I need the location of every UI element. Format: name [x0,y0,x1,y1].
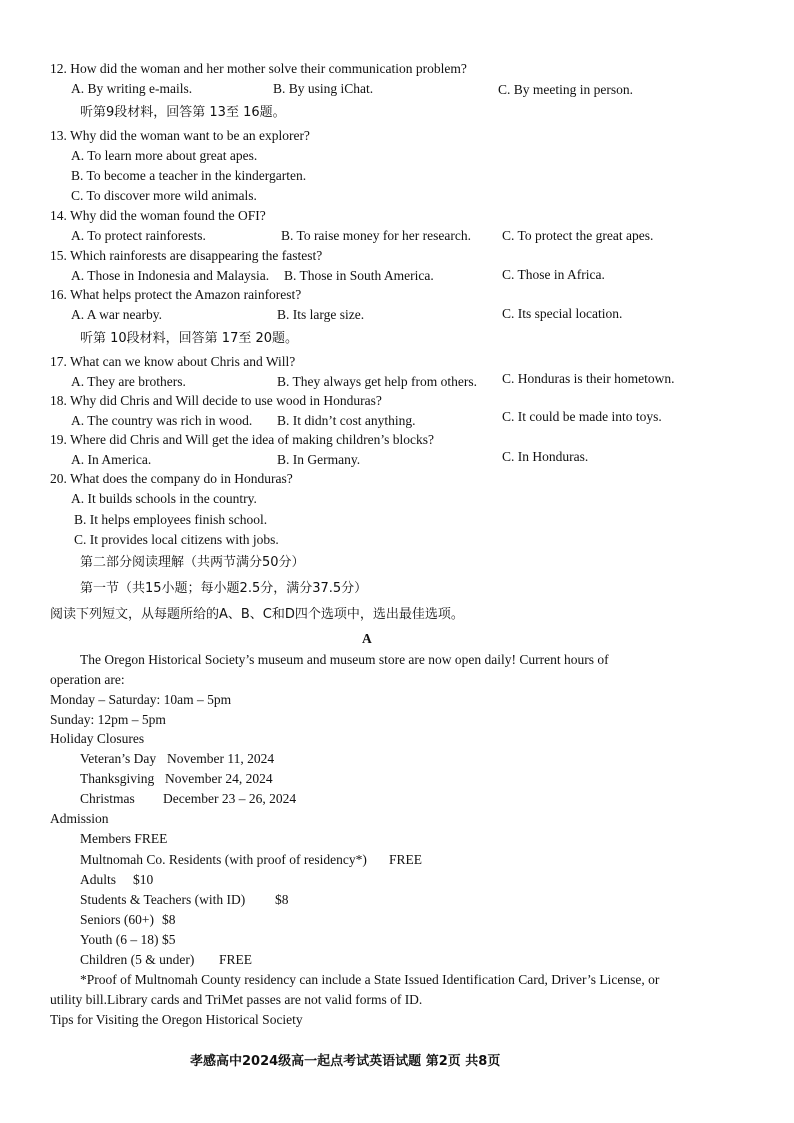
holiday-name: Christmas [80,791,135,806]
question-12-option-a: A. By writing e-mails. [71,81,193,96]
question-14-stem: 14. Why did the woman found the OFI? [50,208,266,223]
listening-instruction-10: 听第 10段材料，回答第 17至 20题。 [80,331,299,346]
question-16-option-b: B. Its large size. [277,307,365,322]
question-14-option-c: C. To protect the great apes. [502,228,654,243]
admission-label: Seniors (60+) [80,912,154,927]
question-15-stem: 15. Which rainforests are disappearing the fastest? [50,248,323,263]
question-13-option-c: C. To discover more wild animals. [71,188,257,203]
admission-price: FREE [389,852,423,867]
question-18-option-c: C. It could be made into toys. [502,409,662,424]
question-19-stem: 19. Where did Chris and Will get the idea of making children’s blocks? [50,432,434,447]
question-17-stem: 17. What can we know about Chris and Will? [50,354,296,369]
admission-label: Youth (6 – 18) [80,932,159,947]
question-20-option-a: A. It builds schools in the country. [71,491,257,506]
question-15-option-c: C. Those in Africa. [502,267,605,282]
holiday-heading: Holiday Closures [50,731,145,746]
admission-price: $8 [275,892,289,907]
hours-sunday: Sunday: 12pm – 5pm [50,712,166,727]
question-19-option-c: C. In Honduras. [502,449,589,464]
question-15-option-b: B. Those in South America. [284,268,434,283]
holiday-name: Veteran’s Day [80,751,157,766]
question-14-option-a: A. To protect rainforests. [71,228,206,243]
page-footer: 孝感高中2024级高一起点考试英语试题 第2页 共8页 [190,1054,501,1069]
question-16-stem: 16. What helps protect the Amazon rainforest? [50,287,302,302]
question-16-option-a: A. A war nearby. [71,307,162,322]
admission-label: Adults [80,872,117,887]
question-13-stem: 13. Why did the woman want to be an explorer? [50,128,310,143]
admission-price: $8 [162,912,176,927]
part2-title: 第二部分阅读理解（共两节满分50分） [80,555,305,570]
question-13-option-a: A. To learn more about great apes. [71,148,258,163]
residency-note-line1: *Proof of Multnomah County residency can include a State Issued Identification Card, Driver’s License, or [80,972,660,987]
admission-label: Students & Teachers (with ID) [80,892,246,907]
question-18-stem: 18. Why did Chris and Will decide to use wood in Honduras? [50,393,382,408]
part2-section1-title: 第一节（共15小题；每小题2.5分，满分37.5分） [80,581,368,596]
question-14-option-b: B. To raise money for her research. [281,228,471,243]
question-16-option-c: C. Its special location. [502,306,623,321]
question-12-option-b: B. By using iChat. [273,81,374,96]
question-19-option-b: B. In Germany. [277,452,361,467]
admission-label: Multnomah Co. Residents (with proof of residency*) [80,852,367,867]
admission-label: Children (5 & under) [80,952,195,967]
question-12-stem: 12. How did the woman and her mother solve their communication problem? [50,61,467,76]
question-20-option-c: C. It provides local citizens with jobs. [74,532,279,547]
question-18-option-b: B. It didn’t cost anything. [277,413,416,428]
question-20-stem: 20. What does the company do in Honduras? [50,471,293,486]
question-19-option-a: A. In America. [71,452,152,467]
admission-label: Members FREE [80,831,168,846]
hours-weekday: Monday – Saturday: 10am – 5pm [50,692,232,707]
tips-heading: Tips for Visiting the Oregon Historical Society [50,1012,303,1027]
passage-letter: A [362,631,372,646]
question-18-option-a: A. The country was rich in wood. [71,413,253,428]
question-12-option-c: C. By meeting in person. [498,82,633,97]
admission-price: FREE [219,952,253,967]
question-13-option-b: B. To become a teacher in the kindergarten. [71,168,307,183]
passage-intro-line1: The Oregon Historical Society’s museum and museum store are now open daily! Current hours of [80,652,609,667]
holiday-date: November 11, 2024 [167,751,275,766]
question-15-option-a: A. Those in Indonesia and Malaysia. [71,268,270,283]
listening-instruction-9: 听第9段材料，回答第 13至 16题。 [80,105,286,120]
holiday-name: Thanksgiving [80,771,155,786]
part2-instruction: 阅读下列短文，从每题所给的A、B、C和D四个选项中，选出最佳选项。 [50,607,464,622]
question-17-option-a: A. They are brothers. [71,374,186,389]
admission-price: $10 [133,872,154,887]
question-17-option-c: C. Honduras is their hometown. [502,371,675,386]
holiday-date: November 24, 2024 [165,771,273,786]
admission-price: $5 [162,932,176,947]
residency-note-line2: utility bill.Library cards and TriMet passes are not valid forms of ID. [50,992,423,1007]
holiday-date: December 23 – 26, 2024 [163,791,297,806]
admission-heading: Admission [50,811,109,826]
question-20-option-b: B. It helps employees finish school. [74,512,268,527]
question-17-option-b: B. They always get help from others. [277,374,477,389]
passage-intro-line2: operation are: [50,672,125,687]
